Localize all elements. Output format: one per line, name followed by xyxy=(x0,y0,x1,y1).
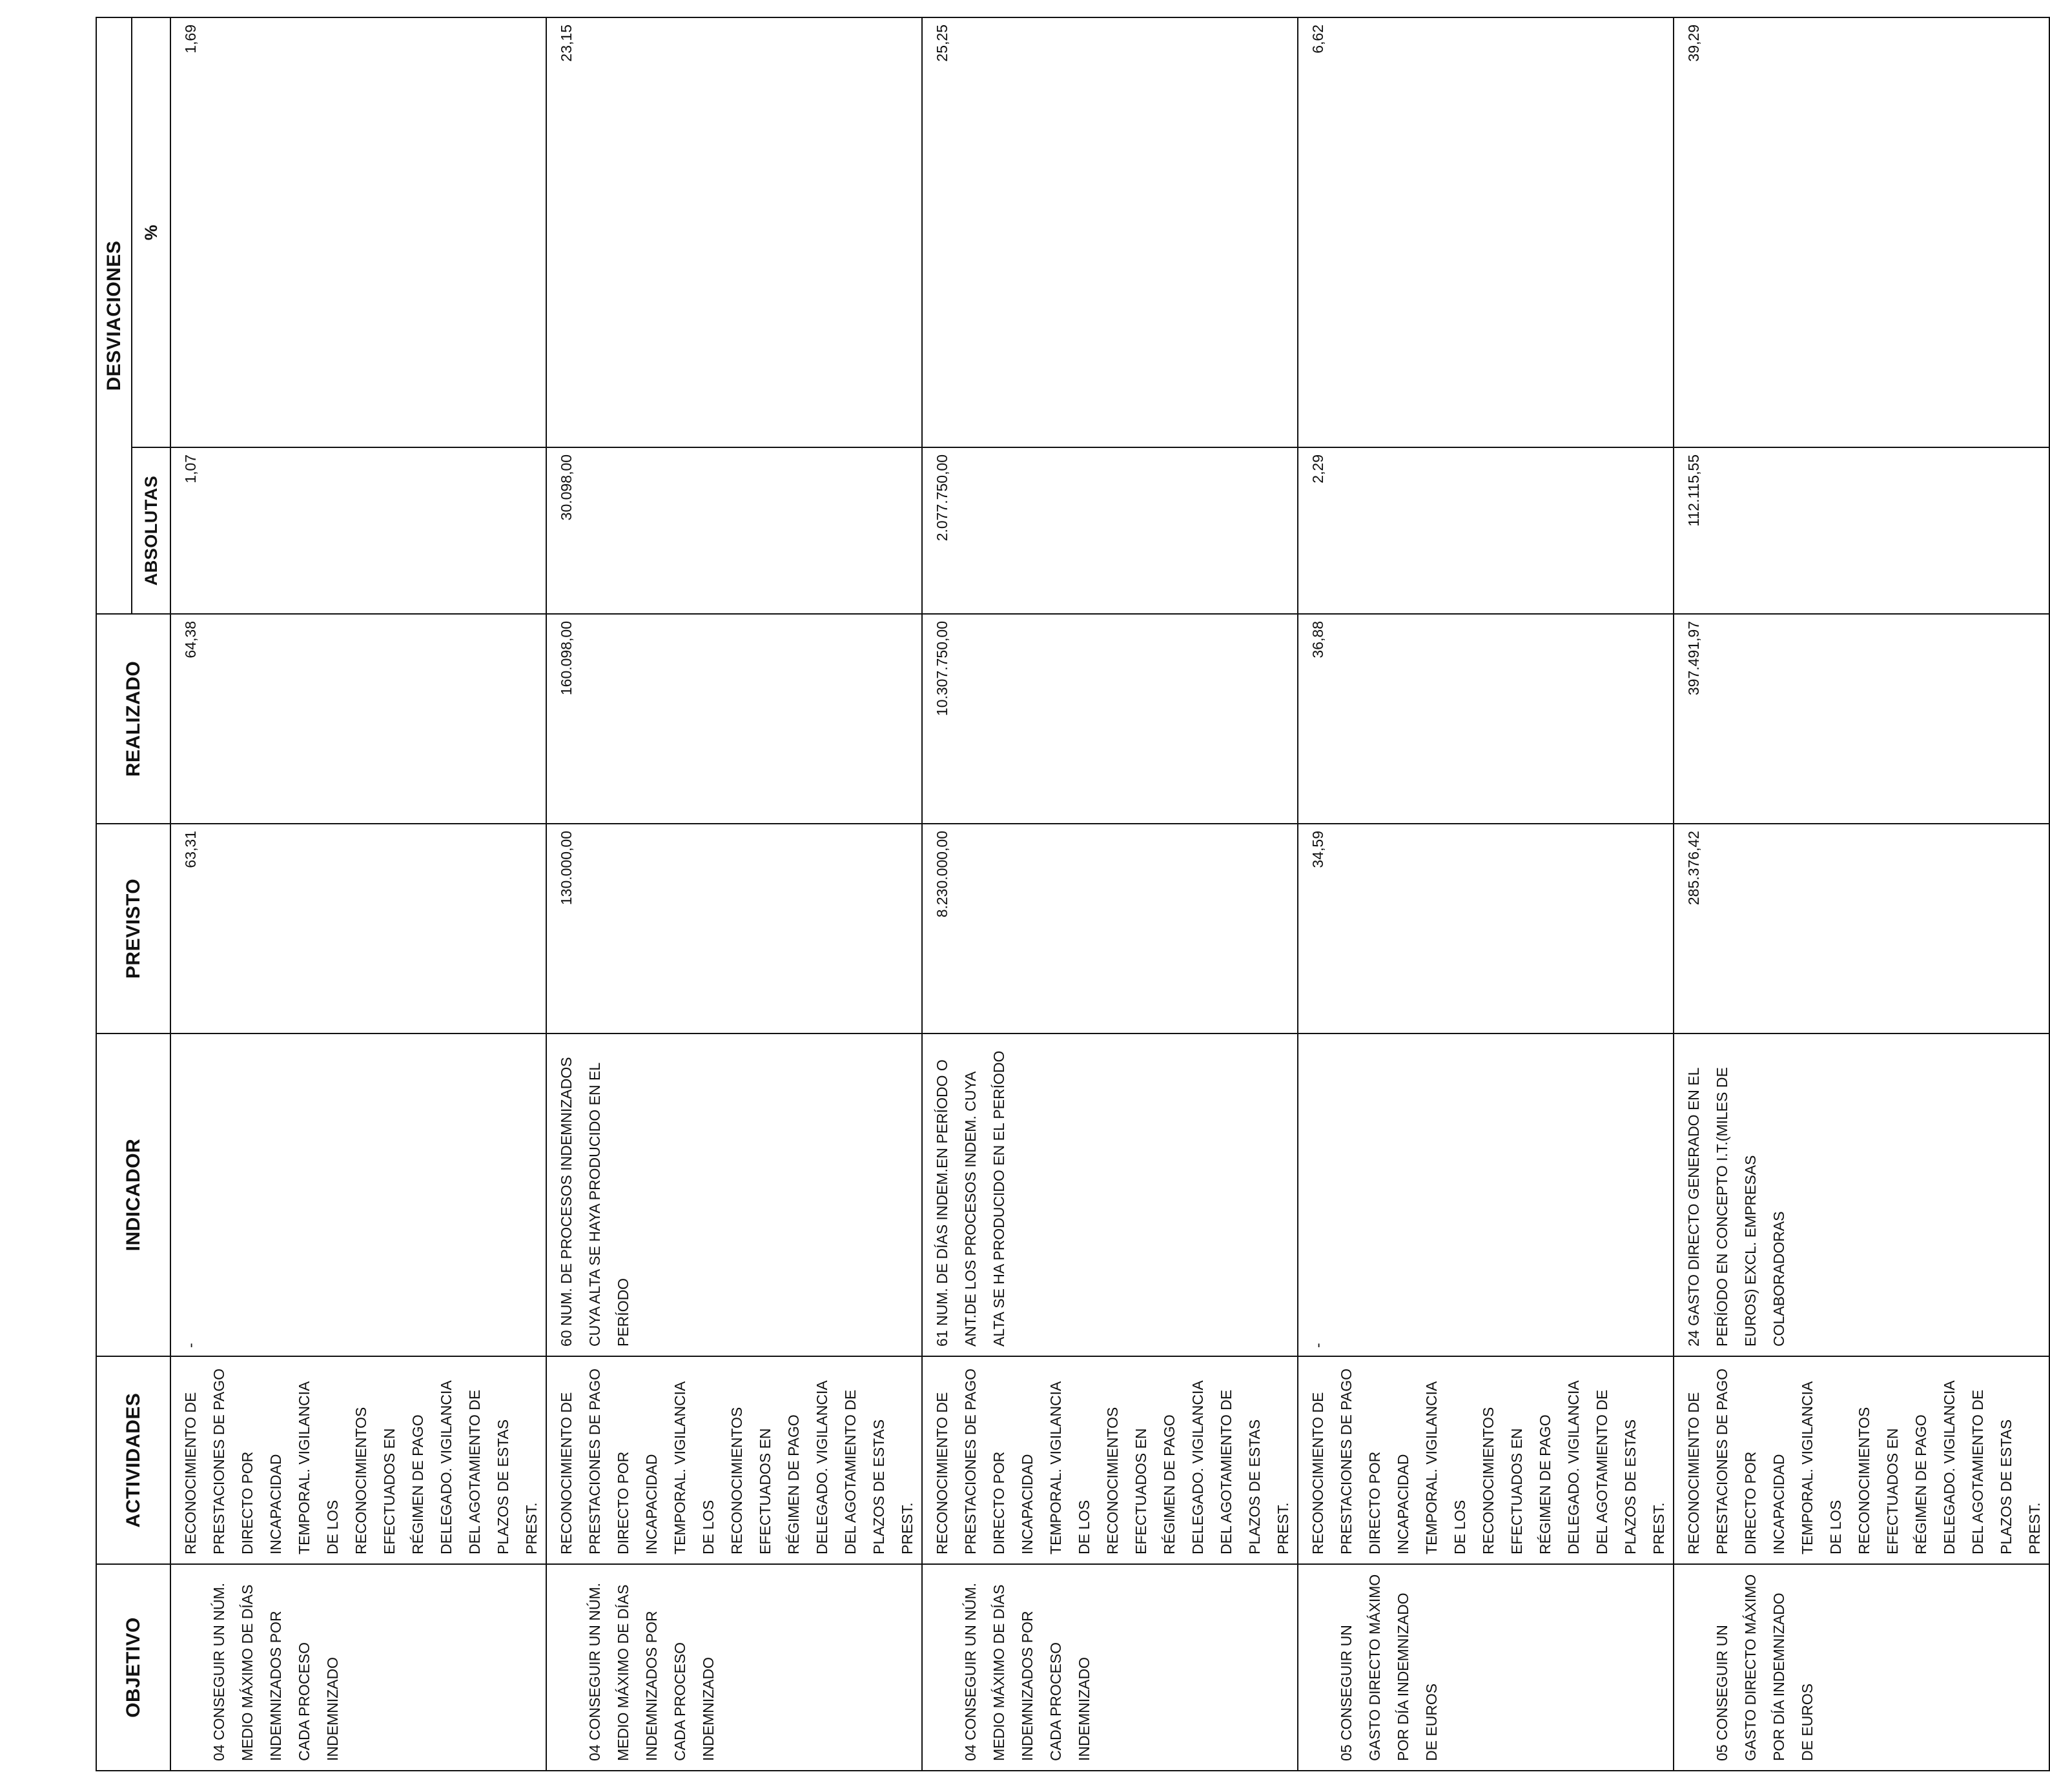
indicador-text: 60 NUM. DE PROCESOS INDEMNIZADOS CUYA ALTA SE HAYA PRODUCIDO EN EL PERÍODO xyxy=(558,1057,631,1347)
cell-porcentaje xyxy=(170,17,546,447)
actividades-text: RECONOCIMIENTO DE PRESTACIONES DE PAGO DIRECTO POR INCAPACIDAD TEMPORAL. VIGILANCIA DE LOS RECONOCIMIENTOS EFECTUADOS EN RÉGIMEN DE PAGO DELEGADO. VIGILANCIA DEL AGOTAMIENTO DE PLAZOS DE ESTAS PREST. xyxy=(558,1369,916,1554)
actividades-text: RECONOCIMIENTO DE PRESTACIONES DE PAGO DIRECTO POR INCAPACIDAD TEMPORAL. VIGILANCIA DE LOS RECONOCIMIENTOS EFECTUADOS EN RÉGIMEN DE PAGO DELEGADO. VIGILANCIA DEL AGOTAMIENTO DE PLAZOS DE ESTAS PREST. xyxy=(1685,1369,2043,1554)
previsto-text: 63,31 xyxy=(182,831,199,868)
cell-indicador xyxy=(170,1033,546,1356)
cell-actividades xyxy=(1298,1356,1674,1564)
realizado-text: 10.307.750,00 xyxy=(934,621,950,717)
previsto-text: 130.000,00 xyxy=(558,831,575,906)
cell-absolutas xyxy=(1674,447,2049,614)
actividades-text: RECONOCIMIENTO DE PRESTACIONES DE PAGO DIRECTO POR INCAPACIDAD TEMPORAL. VIGILANCIA DE LOS RECONOCIMIENTOS EFECTUADOS EN RÉGIMEN DE PAGO DELEGADO. VIGILANCIA DEL AGOTAMIENTO DE PLAZOS DE ESTAS PREST. xyxy=(934,1369,1291,1554)
cell-porcentaje xyxy=(546,17,922,447)
indicador-text: 24 GASTO DIRECTO GENERADO EN EL PERÍODO EN CONCEPTO I.T.(MILES DE EUROS) EXCL. EMPRESAS COLABORADORAS xyxy=(1685,1067,1787,1347)
table-body xyxy=(170,17,2049,1771)
absolutas-text: 2.077.750,00 xyxy=(934,454,950,542)
table-row xyxy=(170,17,546,1771)
cell-indicador xyxy=(1674,1033,2049,1356)
cell-indicador xyxy=(546,1033,922,1356)
cell-objetivo xyxy=(546,1564,922,1771)
absolutas-text: 1,07 xyxy=(182,454,199,484)
header-indicador: INDICADOR xyxy=(96,1033,170,1356)
cell-indicador xyxy=(1298,1033,1674,1356)
cell-realizado xyxy=(1674,614,2049,824)
indicador-text: - xyxy=(1309,1343,1326,1348)
header-objetivo: OBJETIVO xyxy=(96,1564,170,1771)
objectives-table xyxy=(96,17,2050,1771)
cell-previsto xyxy=(1674,824,2049,1033)
realizado-text: 397.491,97 xyxy=(1685,621,1702,696)
cell-indicador xyxy=(922,1033,1298,1356)
actividades-text: RECONOCIMIENTO DE PRESTACIONES DE PAGO DIRECTO POR INCAPACIDAD TEMPORAL. VIGILANCIA DE LOS RECONOCIMIENTOS EFECTUADOS EN RÉGIMEN DE PAGO DELEGADO. VIGILANCIA DEL AGOTAMIENTO DE PLAZOS DE ESTAS PREST. xyxy=(1309,1369,1667,1554)
cell-objetivo xyxy=(922,1564,1298,1771)
cell-actividades xyxy=(170,1356,546,1564)
header-absolutas: ABSOLUTAS xyxy=(132,447,170,614)
table-row xyxy=(1674,17,2049,1771)
cell-actividades xyxy=(922,1356,1298,1564)
porcentaje-text: 23,15 xyxy=(558,25,575,62)
cell-previsto xyxy=(170,824,546,1033)
objetivo-text: 04 CONSEGUIR UN NÚM. MEDIO MÁXIMO DE DÍAS INDEMNIZADOS POR CADA PROCESO INDEMNIZADO xyxy=(586,1582,717,1761)
cell-realizado xyxy=(1298,614,1674,824)
cell-previsto xyxy=(546,824,922,1033)
absolutas-text: 112.115,55 xyxy=(1685,454,1702,527)
cell-porcentaje xyxy=(1298,17,1674,447)
cell-porcentaje xyxy=(1674,17,2049,447)
actividades-text: RECONOCIMIENTO DE PRESTACIONES DE PAGO DIRECTO POR INCAPACIDAD TEMPORAL. VIGILANCIA DE LOS RECONOCIMIENTOS EFECTUADOS EN RÉGIMEN DE PAGO DELEGADO. VIGILANCIA DEL AGOTAMIENTO DE PLAZOS DE ESTAS PREST. xyxy=(182,1369,540,1554)
objetivo-text: 04 CONSEGUIR UN NÚM. MEDIO MÁXIMO DE DÍAS INDEMNIZADOS POR CADA PROCESO INDEMNIZADO xyxy=(962,1582,1092,1761)
cell-absolutas xyxy=(1298,447,1674,614)
absolutas-text: 2,29 xyxy=(1309,454,1326,484)
cell-actividades xyxy=(1674,1356,2049,1564)
table-row xyxy=(922,17,1298,1771)
porcentaje-text: 39,29 xyxy=(1685,25,1702,62)
cell-objetivo xyxy=(1674,1564,2049,1771)
objetivo-text: 04 CONSEGUIR UN NÚM. MEDIO MÁXIMO DE DÍAS INDEMNIZADOS POR CADA PROCESO INDEMNIZADO xyxy=(210,1582,341,1761)
header-realizado: REALIZADO xyxy=(96,614,170,824)
cell-absolutas xyxy=(170,447,546,614)
table-row xyxy=(1298,17,1674,1771)
cell-previsto xyxy=(1298,824,1674,1033)
cell-porcentaje xyxy=(922,17,1298,447)
indicador-text: - xyxy=(182,1343,199,1348)
table-row xyxy=(546,17,922,1771)
cell-absolutas xyxy=(546,447,922,614)
cell-absolutas xyxy=(922,447,1298,614)
porcentaje-text: 25,25 xyxy=(934,25,950,62)
cell-objetivo xyxy=(1298,1564,1674,1771)
cell-realizado xyxy=(546,614,922,824)
cell-actividades xyxy=(546,1356,922,1564)
porcentaje-text: 6,62 xyxy=(1309,25,1326,54)
cell-objetivo xyxy=(170,1564,546,1771)
cell-previsto xyxy=(922,824,1298,1033)
realizado-text: 36,88 xyxy=(1309,621,1326,658)
previsto-text: 285.376,42 xyxy=(1685,831,1702,906)
realizado-text: 64,38 xyxy=(182,621,199,658)
previsto-text: 8.230.000,00 xyxy=(934,831,950,918)
absolutas-text: 30.098,00 xyxy=(558,454,575,521)
header-previsto: PREVISTO xyxy=(96,824,170,1033)
objetivo-text: 05 CONSEGUIR UN GASTO DIRECTO MÁXIMO POR DÍA INDEMNIZADO DE EUROS xyxy=(1714,1574,1816,1761)
realizado-text: 160.098,00 xyxy=(558,621,575,696)
indicador-text: 61 NUM. DE DÍAS INDEM.EN PERÍODO O ANT.DE LOS PROCESOS INDEM. CUYA ALTA SE HA PRODUCIDO EN EL PERÍODO xyxy=(934,1050,1007,1347)
porcentaje-text: 1,69 xyxy=(182,25,199,54)
header-desviaciones: DESVIACIONES xyxy=(96,17,132,614)
header-actividades: ACTIVIDADES xyxy=(96,1356,170,1564)
cell-realizado xyxy=(922,614,1298,824)
cell-realizado xyxy=(170,614,546,824)
header-porcentaje: % xyxy=(132,17,170,447)
objetivo-text: 05 CONSEGUIR UN GASTO DIRECTO MÁXIMO POR DÍA INDEMNIZADO DE EUROS xyxy=(1338,1574,1440,1761)
previsto-text: 34,59 xyxy=(1309,831,1326,868)
